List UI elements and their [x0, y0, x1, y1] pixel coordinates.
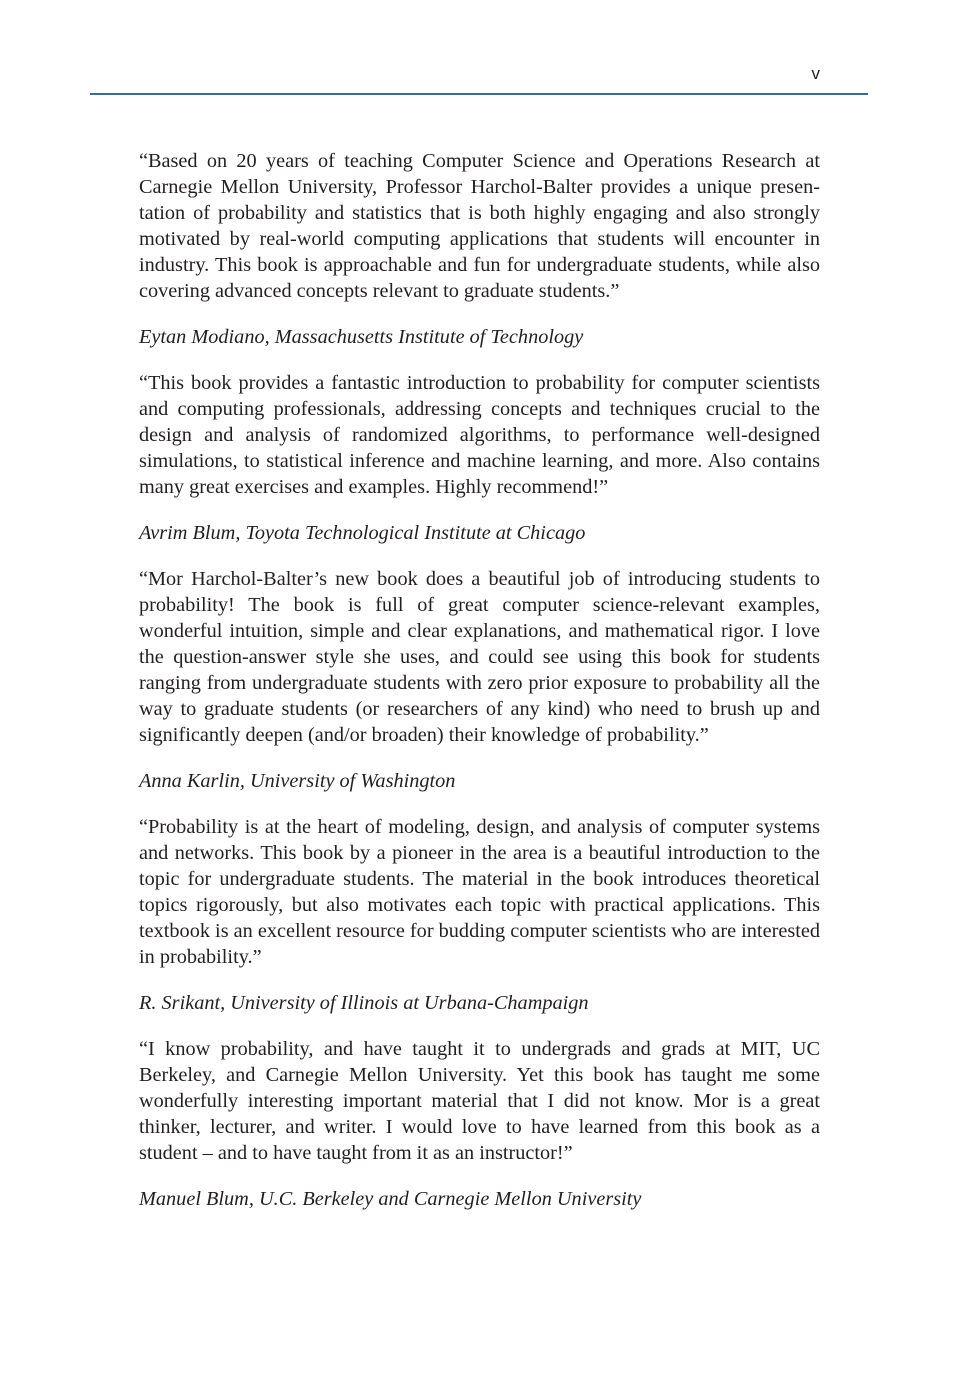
testimonial [139, 814, 820, 1016]
testimonial [139, 370, 820, 546]
testimonial-quote: “Probability is at the heart of modeling, design, and analysis of computer systems and networks. This book by a pioneer in the area is a beautiful introduction to the topic for undergraduate students. The material in the book introduces theoretical topics rigorously, but also motivates each topic with practical applications. This textbook is an excellent resource for budding computer scientists who are interested in probability.” [139, 816, 820, 968]
header-rule [90, 93, 868, 95]
testimonial-attribution: Anna Karlin, University of Washington [139, 770, 456, 792]
testimonial-attribution: Avrim Blum, Toyota Technological Institute at Chicago [139, 522, 586, 544]
testimonial [139, 148, 820, 350]
testimonial-quote: “Based on 20 years of teaching Computer Science and Operations Research at Carnegie Mellon University, Professor Harchol-Balter provides a unique presentation of probability and statistics that is both highly engaging and also strongly motivated by real-world computing applications that students will encounter in industry. This book is approachable and fun for undergraduate students, while also covering advanced concepts relevant to graduate students.” [139, 150, 820, 302]
testimonial [139, 566, 820, 794]
testimonial-quote: “I know probability, and have taught it to undergrads and grads at MIT, UC Berkeley, and Carnegie Mellon University. Yet this book has taught me some wonderfully interesting important material that I did not know. Mor is a great thinker, lecturer, and writer. I would love to have learned from this book as a student – and to have taught from it as an instructor!” [139, 1038, 820, 1164]
testimonial-attribution: R. Srikant, University of Illinois at Urbana-Champaign [139, 992, 589, 1014]
testimonial-quote: “This book provides a fantastic introduction to probability for computer scientists and computing professionals, addressing concepts and techniques crucial to the design and analysis of randomized algorithms, to performance well-designed simulations, to statistical inference and machine learning, and more. Also contains many great exercises and examples. Highly recommend!” [139, 372, 820, 498]
testimonial-attribution: Eytan Modiano, Massachusetts Institute of Technology [139, 326, 584, 348]
testimonial-attribution: Manuel Blum, U.C. Berkeley and Carnegie Mellon University [139, 1188, 642, 1210]
testimonials-list [139, 148, 820, 1232]
testimonial [139, 1036, 820, 1212]
page-number: v [811, 64, 820, 83]
testimonial-quote: “Mor Harchol-Balter’s new book does a beautiful job of introducing students to probability! The book is full of great computer science-relevant examples, wonderful intuition, simple and clear explanations, and mathematical rigor. I love the question-answer style she uses, and could see using this book for students ranging from undergraduate students with zero prior exposure to probability all the way to graduate students (or researchers of any kind) who need to brush up and significantly deepen (and/or broaden) their knowledge of probability.” [139, 568, 820, 746]
